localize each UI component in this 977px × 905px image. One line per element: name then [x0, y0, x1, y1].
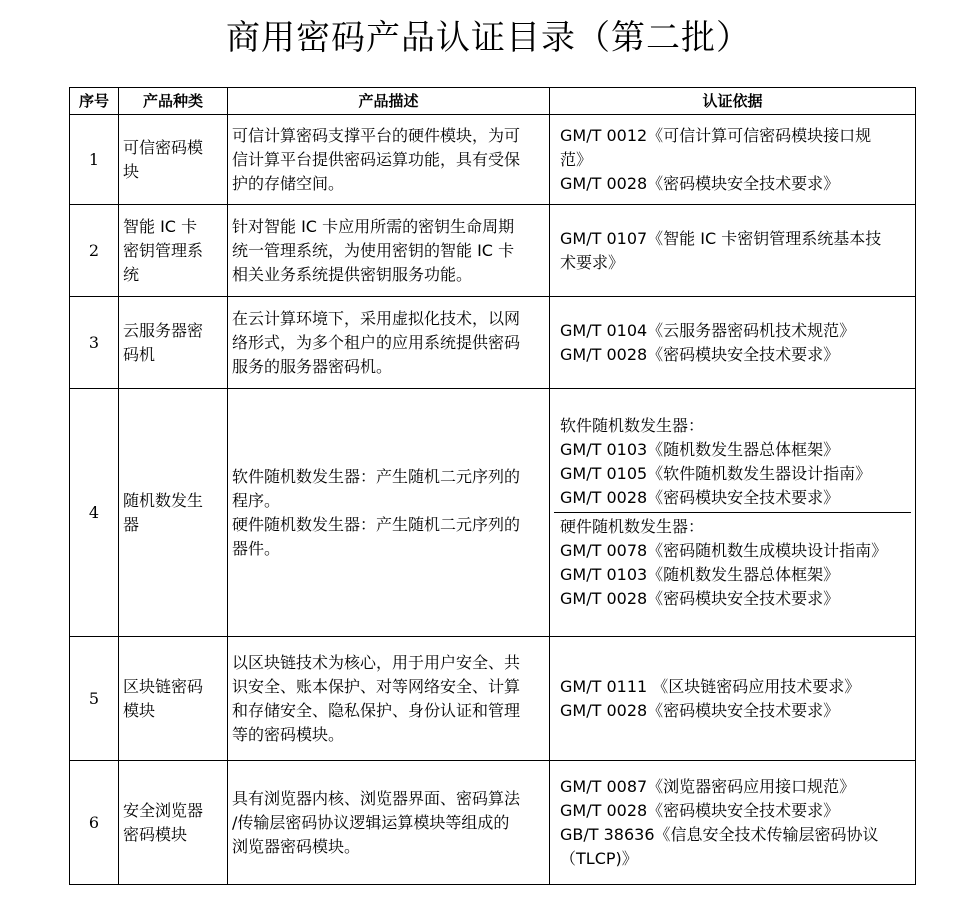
basis-line: 范》 [560, 149, 593, 169]
basis-line: GB/T 38636《信息安全技术传输层密码协议 [560, 824, 879, 844]
cell-desc [228, 205, 550, 297]
table-row [70, 637, 916, 761]
type-line: 区块链密码 [123, 676, 204, 696]
basis-line: GM/T 0028《密码模块安全技术要求》 [560, 344, 840, 364]
basis-group [554, 512, 911, 613]
basis-line: 软件随机数发生器： [560, 416, 705, 435]
desc-line: 识安全、账本保护、对等网络安全、计算 [232, 676, 521, 696]
type-line: 可信密码模 [123, 137, 204, 157]
header-type: 产品种类 [119, 88, 228, 115]
basis-line: GM/T 0111 《区块链密码应用技术要求》 [560, 676, 861, 696]
header-basis: 认证依据 [550, 88, 916, 115]
cell-type [119, 637, 228, 761]
table-row [70, 389, 916, 637]
cell-basis [550, 637, 916, 761]
basis-line: GM/T 0103《随机数发生器总体框架》 [560, 565, 840, 584]
basis-line: GM/T 0087《浏览器密码应用接口规范》 [560, 776, 856, 796]
desc-line: 器件。 [232, 538, 281, 558]
cell-desc [228, 389, 550, 637]
basis-group [554, 317, 911, 369]
type-line: 模块 [123, 700, 156, 720]
desc-line: 统一管理系统，为使用密钥的智能 IC 卡 [232, 240, 515, 260]
page-title: 商用密码产品认证目录（第二批） [226, 18, 751, 58]
table-row [70, 205, 916, 297]
cell-type [119, 761, 228, 885]
desc-line: 络形式，为多个租户的应用系统提供密码 [232, 332, 521, 352]
cell-type [119, 389, 228, 637]
cell-type [119, 115, 228, 205]
cell-basis [550, 297, 916, 389]
cell-basis [550, 389, 916, 637]
type-line: 器 [123, 514, 140, 534]
basis-line: GM/T 0104《云服务器密码机技术规范》 [560, 320, 856, 340]
basis-line: GM/T 0107《智能 IC 卡密钥管理系统基本技 [560, 228, 882, 248]
header-no: 序号 [70, 88, 119, 115]
desc-line: 硬件随机数发生器：产生随机二元序列的 [232, 514, 521, 534]
header-desc: 产品描述 [228, 88, 550, 115]
cell-no: 5 [70, 637, 119, 761]
desc-line: 浏览器密码模块。 [232, 836, 361, 856]
desc-line: 护的存储空间。 [232, 173, 345, 193]
type-line: 统 [123, 264, 140, 284]
basis-line: GM/T 0103《随机数发生器总体框架》 [560, 440, 840, 459]
basis-group [554, 122, 911, 198]
cell-no: 4 [70, 389, 119, 637]
type-line: 密钥管理系 [123, 240, 204, 260]
desc-line: /传输层密码协议逻辑运算模块等组成的 [232, 812, 510, 832]
table-header-row [70, 88, 916, 115]
cell-basis [550, 205, 916, 297]
desc-line: 服务的服务器密码机。 [232, 356, 393, 376]
type-line: 密码模块 [123, 824, 188, 844]
cell-basis [550, 115, 916, 205]
desc-line: 可信计算密码支撑平台的硬件模块，为可 [232, 125, 521, 145]
basis-line: GM/T 0028《密码模块安全技术要求》 [560, 488, 840, 507]
basis-group [554, 412, 911, 512]
cell-basis [550, 761, 916, 885]
basis-line: GM/T 0028《密码模块安全技术要求》 [560, 589, 840, 608]
cell-no: 6 [70, 761, 119, 885]
basis-group [554, 225, 911, 277]
table-row [70, 761, 916, 885]
cell-no: 2 [70, 205, 119, 297]
cell-type [119, 205, 228, 297]
desc-line: 具有浏览器内核、浏览器界面、密码算法 [232, 788, 521, 808]
desc-line: 信计算平台提供密码运算功能，具有受保 [232, 149, 521, 169]
basis-line: 硬件随机数发生器： [560, 517, 705, 536]
cell-desc [228, 761, 550, 885]
cell-desc [228, 115, 550, 205]
cell-desc [228, 297, 550, 389]
certification-table [69, 87, 916, 885]
type-line: 安全浏览器 [123, 800, 204, 820]
basis-line: GM/T 0012《可信计算可信密码模块接口规 [560, 125, 872, 145]
type-line: 随机数发生 [123, 490, 204, 510]
cell-no: 1 [70, 115, 119, 205]
desc-line: 程序。 [232, 490, 281, 510]
basis-group [554, 673, 911, 725]
basis-line: GM/T 0028《密码模块安全技术要求》 [560, 173, 840, 193]
type-line: 智能 IC 卡 [123, 216, 198, 236]
desc-line: 等的密码模块。 [232, 724, 345, 744]
basis-group [554, 773, 911, 873]
basis-line: GM/T 0078《密码随机数生成模块设计指南》 [560, 541, 888, 560]
table-row [70, 297, 916, 389]
desc-line: 相关业务系统提供密钥服务功能。 [232, 264, 473, 284]
desc-line: 和存储安全、隐私保护、身份认证和管理 [232, 700, 521, 720]
basis-line: GM/T 0105《软件随机数发生器设计指南》 [560, 464, 872, 483]
basis-line: GM/T 0028《密码模块安全技术要求》 [560, 700, 840, 720]
cell-no: 3 [70, 297, 119, 389]
type-line: 码机 [123, 344, 156, 364]
cell-desc [228, 637, 550, 761]
type-line: 块 [123, 161, 140, 181]
cell-type [119, 297, 228, 389]
table-row [70, 115, 916, 205]
desc-line: 在云计算环境下，采用虚拟化技术，以网 [232, 308, 521, 328]
desc-line: 软件随机数发生器：产生随机二元序列的 [232, 466, 521, 486]
desc-line: 针对智能 IC 卡应用所需的密钥生命周期 [232, 216, 515, 236]
basis-line: 术要求》 [560, 252, 625, 272]
type-line: 云服务器密 [123, 320, 204, 340]
basis-line: GM/T 0028《密码模块安全技术要求》 [560, 800, 840, 820]
basis-line: （TLCP)》 [560, 848, 638, 868]
desc-line: 以区块链技术为核心，用于用户安全、共 [232, 652, 521, 672]
